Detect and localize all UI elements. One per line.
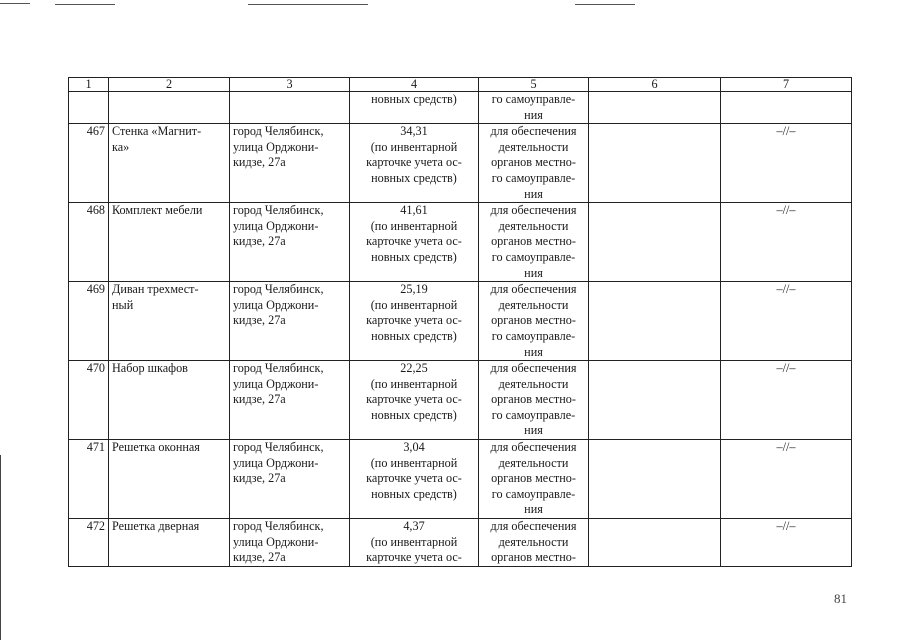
inventory-table [68, 77, 852, 567]
cell-col6 [589, 92, 721, 124]
cell-text-line: го самоуправле- [491, 486, 576, 501]
cell-text-line: Набор шкафов [112, 361, 188, 376]
cell-text-line: деятельности [498, 218, 569, 233]
cell-text-line: деятельности [498, 297, 569, 312]
cell-text-line: кидзе, 27а [233, 550, 286, 565]
cell-text-line: ния [524, 186, 543, 201]
scan-artifact-line [248, 4, 368, 5]
cell-text-line: карточке учета ос- [366, 392, 462, 407]
cell-text-line: (по инвентарной [370, 534, 458, 549]
cell-value [350, 440, 479, 519]
cell-text-line: новных средств) [371, 92, 457, 106]
cell-text-line: карточке учета ос- [366, 234, 462, 249]
cell-purpose [479, 519, 589, 567]
cell-text-line: кидзе, 27а [233, 313, 286, 328]
cell-value [350, 124, 479, 203]
page-number: 81 [834, 591, 847, 606]
cell-col7 [721, 92, 852, 124]
cell-text-line: для обеспечения [490, 124, 577, 139]
table-row [69, 440, 852, 519]
cell-value [350, 92, 479, 124]
cell-text-line: органов местно- [491, 234, 576, 249]
cell-text-line: улица Орджони- [233, 455, 319, 470]
continuation-row [69, 92, 852, 124]
cell-text-line: карточке учета ос- [366, 550, 462, 565]
cell-text-line: для обеспечения [490, 440, 577, 455]
cell-value [350, 519, 479, 567]
cell-text-line: карточке учета ос- [366, 471, 462, 486]
cell-text-line: город Челябинск, [233, 203, 324, 218]
cell-text-line: ния [524, 344, 543, 359]
cell-num: 468 [69, 203, 109, 282]
cell-text-line: Решетка оконная [112, 440, 200, 455]
cell-col6 [589, 282, 721, 361]
cell-text-line: го самоуправле- [491, 407, 576, 422]
cell-num: 472 [69, 519, 109, 567]
cell-address [230, 203, 350, 282]
cell-address [230, 92, 350, 124]
cell-text-line: органов местно- [491, 155, 576, 170]
cell-text-line: для обеспечения [490, 203, 577, 218]
cell-address [230, 282, 350, 361]
column-number-5: 5 [479, 78, 589, 92]
cell-purpose [479, 440, 589, 519]
cell-text-line: Стенка «Магнит- [112, 124, 202, 139]
cell-text-line: (по инвентарной [370, 455, 458, 470]
cell-text-line: улица Орджони- [233, 376, 319, 391]
cell-text-line: кидзе, 27а [233, 155, 286, 170]
cell-text-line: органов местно- [491, 313, 576, 328]
cell-text-line: новных средств) [371, 486, 457, 501]
cell-num: 469 [69, 282, 109, 361]
cell-col6 [589, 203, 721, 282]
cell-text-line: 3,04 [403, 440, 425, 455]
cell-col6 [589, 519, 721, 567]
cell-address [230, 440, 350, 519]
cell-text-line: ния [524, 107, 543, 122]
column-number-2: 2 [109, 78, 230, 92]
cell-name [109, 124, 230, 203]
cell-text-line: новных средств) [371, 170, 457, 185]
cell-num [69, 92, 109, 124]
cell-text-line: кидзе, 27а [233, 234, 286, 249]
cell-text-line: для обеспечения [490, 282, 577, 297]
cell-text-line: ный [112, 297, 134, 312]
cell-col6 [589, 124, 721, 203]
cell-text-line: 34,31 [400, 124, 428, 139]
cell-text-line: кидзе, 27а [233, 392, 286, 407]
cell-name [109, 440, 230, 519]
cell-text-line: го самоуправле- [491, 92, 576, 106]
cell-text-line: Решетка дверная [112, 519, 200, 534]
cell-text-line: го самоуправле- [491, 170, 576, 185]
cell-text-line: новных средств) [371, 407, 457, 422]
cell-text-line: 41,61 [400, 203, 428, 218]
scan-artifact-line [55, 4, 115, 5]
cell-purpose [479, 203, 589, 282]
cell-num: 467 [69, 124, 109, 203]
cell-text-line: улица Орджони- [233, 218, 319, 233]
cell-text-line: органов местно- [491, 550, 576, 565]
cell-num: 470 [69, 361, 109, 440]
scan-artifact-line [0, 3, 30, 4]
cell-value [350, 361, 479, 440]
cell-text-line: органов местно- [491, 392, 576, 407]
cell-col7: –//– [721, 519, 852, 567]
cell-text-line: деятельности [498, 534, 569, 549]
cell-text-line: город Челябинск, [233, 282, 324, 297]
cell-text-line: для обеспечения [490, 361, 577, 376]
cell-text-line: город Челябинск, [233, 519, 324, 534]
column-number-1: 1 [69, 78, 109, 92]
cell-text-line: 25,19 [400, 282, 428, 297]
scan-artifact-line [575, 4, 635, 5]
cell-text-line: Диван трехмест- [112, 282, 199, 297]
cell-address [230, 361, 350, 440]
cell-text-line: деятельности [498, 455, 569, 470]
scan-artifact-edge [0, 455, 1, 640]
cell-text-line: улица Орджони- [233, 534, 319, 549]
cell-address [230, 519, 350, 567]
cell-text-line: новных средств) [371, 328, 457, 343]
cell-name [109, 361, 230, 440]
cell-text-line: 22,25 [400, 361, 428, 376]
cell-text-line: (по инвентарной [370, 376, 458, 391]
cell-text-line: город Челябинск, [233, 124, 324, 139]
cell-col6 [589, 440, 721, 519]
cell-text-line: новных средств) [371, 249, 457, 264]
cell-text-line: (по инвентарной [370, 297, 458, 312]
cell-value [350, 282, 479, 361]
cell-name [109, 519, 230, 567]
cell-text-line: го самоуправле- [491, 249, 576, 264]
cell-text-line: (по инвентарной [370, 218, 458, 233]
cell-col6 [589, 361, 721, 440]
cell-purpose [479, 124, 589, 203]
cell-num: 471 [69, 440, 109, 519]
table-row [69, 361, 852, 440]
cell-col7: –//– [721, 361, 852, 440]
cell-text-line: (по инвентарной [370, 139, 458, 154]
cell-text-line: органов местно- [491, 471, 576, 486]
cell-text-line: улица Орджони- [233, 139, 319, 154]
column-number-row [69, 78, 852, 92]
table-row [69, 124, 852, 203]
cell-name [109, 92, 230, 124]
cell-text-line: карточке учета ос- [366, 155, 462, 170]
cell-text-line: го самоуправле- [491, 328, 576, 343]
cell-name [109, 282, 230, 361]
cell-purpose [479, 92, 589, 124]
column-number-3: 3 [230, 78, 350, 92]
cell-text-line: для обеспечения [490, 519, 577, 534]
cell-text-line: ка» [112, 139, 130, 154]
cell-text-line: Комплект мебели [112, 203, 203, 218]
column-number-7: 7 [721, 78, 852, 92]
cell-col7: –//– [721, 282, 852, 361]
cell-text-line: город Челябинск, [233, 440, 324, 455]
cell-purpose [479, 361, 589, 440]
cell-text-line: ния [524, 502, 543, 517]
column-number-4: 4 [350, 78, 479, 92]
cell-text-line: город Челябинск, [233, 361, 324, 376]
cell-col7: –//– [721, 203, 852, 282]
cell-text-line: улица Орджони- [233, 297, 319, 312]
cell-name [109, 203, 230, 282]
cell-text-line: ния [524, 423, 543, 438]
cell-value [350, 203, 479, 282]
cell-address [230, 124, 350, 203]
cell-text-line: 4,37 [403, 519, 425, 534]
table-row [69, 282, 852, 361]
cell-text-line: деятельности [498, 376, 569, 391]
table-row [69, 519, 852, 567]
column-number-6: 6 [589, 78, 721, 92]
table-row [69, 203, 852, 282]
cell-col7: –//– [721, 124, 852, 203]
cell-col7: –//– [721, 440, 852, 519]
cell-text-line: карточке учета ос- [366, 313, 462, 328]
cell-text-line: кидзе, 27а [233, 471, 286, 486]
cell-text-line: ния [524, 265, 543, 280]
cell-text-line: деятельности [498, 139, 569, 154]
cell-purpose [479, 282, 589, 361]
